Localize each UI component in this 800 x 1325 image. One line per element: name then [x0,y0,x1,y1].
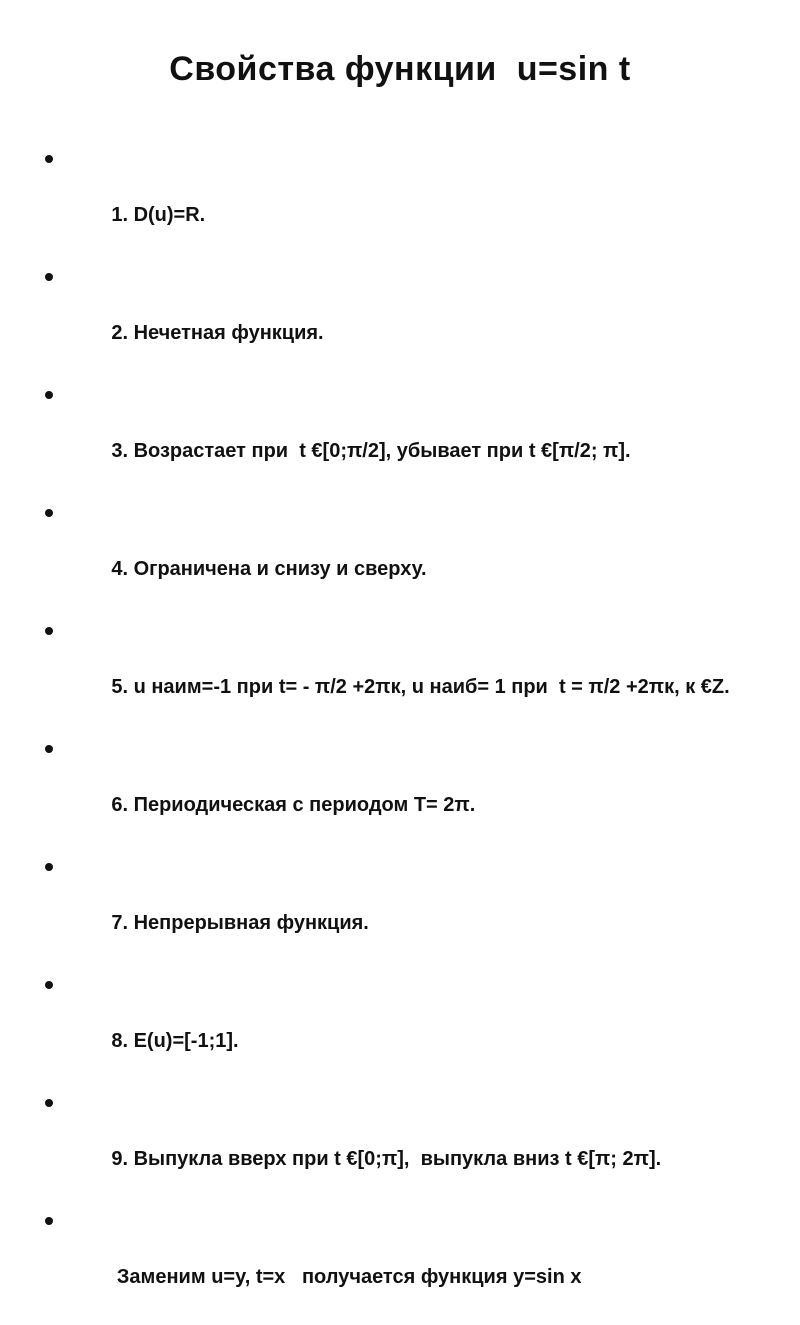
list-item-text: 7. Непрерывная функция. [111,912,369,934]
bullet-icon [45,627,53,635]
list-item-text: 8. Е(u)=[-1;1]. [111,1030,239,1052]
properties-list [45,145,765,1325]
slide-title: Свойства функции u=sin t [169,50,631,88]
bullet-icon [45,745,53,753]
bullet-icon [45,1099,53,1107]
list-item [45,971,765,1083]
bullet-icon [45,155,53,163]
list-item-text: 4. Ограничена и снизу и сверху. [111,558,427,580]
list-item-text: Заменим u=y, t=x получается функция y=sin x [111,1266,582,1288]
list-item-text: 3. Возрастает при t €[0;π/2], убывает при t €[π/2; π]. [111,440,631,462]
list-item-text: 9. Выпукла вверх при t €[0;π], выпукла вниз t €[π; 2π]. [111,1148,662,1170]
bullet-icon [45,981,53,989]
list-item [45,735,765,847]
bullet-icon [45,509,53,517]
list-item-text: 2. Нечетная функция. [111,322,324,344]
list-item [45,499,765,611]
list-item [45,263,765,375]
list-item [45,617,765,729]
list-item [45,145,765,257]
bullet-icon [45,1217,53,1225]
bullet-icon [45,863,53,871]
bullet-icon [45,391,53,399]
list-item [45,853,765,965]
bullet-icon [45,273,53,281]
list-item [45,1207,765,1319]
list-item-text: 6. Периодическая с периодом Т= 2π. [111,794,476,816]
list-item-text: 1. D(u)=R. [111,204,206,226]
list-item [45,1089,765,1201]
list-item-text: 5. u наим=-1 при t= - π/2 +2πк, u наиб= 1 при t = π/2 +2πк, к €Z. [111,676,730,698]
list-item [45,381,765,493]
